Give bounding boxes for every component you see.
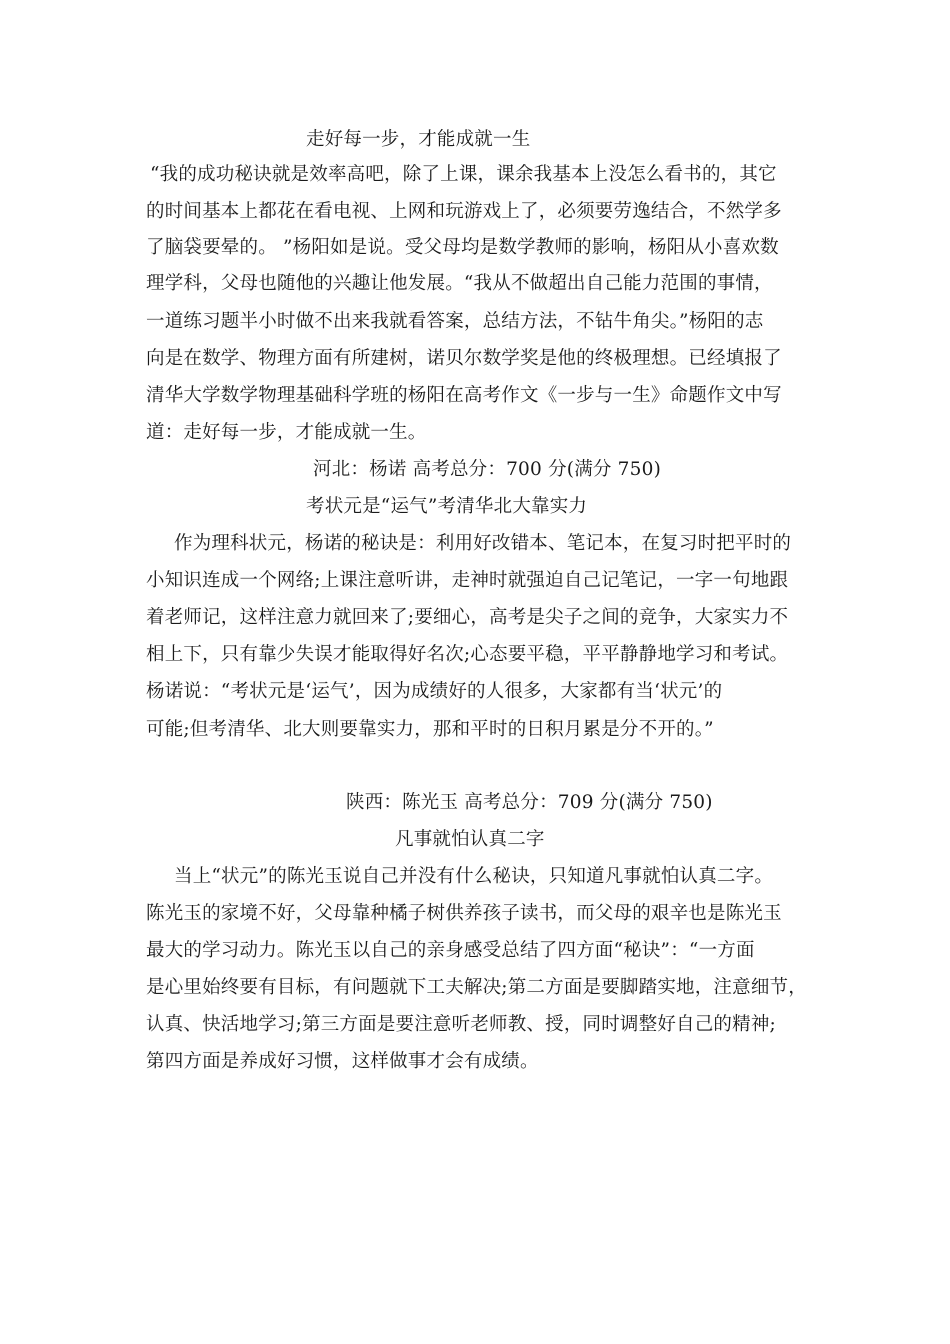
paragraph-line: 是心里始终要有目标，有问题就下工夫解决;第二方面是要脚踏实地，注意细节， (146, 977, 807, 998)
paragraph-line: 可能;但考清华、北大则要靠实力，那和平时的日积月累是分不开的。” (146, 719, 714, 740)
paragraph-line: 着老师记，这样注意力就回来了;要细心，高考是尖子之间的竞争，大家实力不 (146, 607, 789, 628)
paragraph-line: 陈光玉的家境不好，父母靠种橘子树供养孩子读书，而父母的艰辛也是陈光玉 (146, 903, 782, 924)
paragraph-line: 杨诺说：“考状元是‘运气’，因为成绩好的人很多，大家都有当‘状元’的 (146, 681, 723, 702)
section-heading: 河北：杨诺 高考总分：700 分(满分 750) (313, 459, 661, 480)
paragraph-line: 认真、快活地学习;第三方面是要注意听老师教、授，同时调整好自己的精神; (146, 1014, 776, 1035)
section-title: 凡事就怕认真二字 (395, 829, 545, 850)
paragraph-line: 相上下，只有靠少失误才能取得好名次;心态要平稳，平平静静地学习和考试。 (146, 644, 789, 665)
paragraph-line: 最大的学习动力。陈光玉以自己的亲身感受总结了四方面“秘诀”：“一方面 (146, 940, 755, 961)
paragraph-line: 一道练习题半小时做不出来我就看答案，总结方法，不钻牛角尖。”杨阳的志 (146, 311, 764, 332)
paragraph-line: 作为理科状元，杨诺的秘诀是：利用好改错本、笔记本，在复习时把平时的 (174, 533, 792, 554)
paragraph-line: “我的成功秘诀就是效率高吧，除了上课，课余我基本上没怎么看书的，其它 (150, 164, 777, 185)
paragraph-line: 向是在数学、物理方面有所建树，诺贝尔数学奖是他的终极理想。已经填报了 (146, 348, 782, 369)
section-title: 走好每一步，才能成就一生 (306, 129, 531, 150)
paragraph-line: 道：走好每一步，才能成就一生。 (146, 422, 427, 443)
paragraph-line: 第四方面是养成好习惯，这样做事才会有成绩。 (146, 1051, 539, 1072)
paragraph-line: 的时间基本上都花在看电视、上网和玩游戏上了，必须要劳逸结合，不然学多 (146, 201, 782, 222)
paragraph-line: 理学科，父母也随他的兴趣让他发展。“我从不做超出自己能力范围的事情， (146, 273, 773, 294)
section-heading: 陕西：陈光玉 高考总分：709 分(满分 750) (346, 792, 713, 813)
paragraph-line: 当上“状元”的陈光玉说自己并没有什么秘诀，只知道凡事就怕认真二字。 (174, 866, 774, 887)
section-title: 考状元是“运气”考清华北大靠实力 (306, 496, 588, 517)
paragraph-line: 了脑袋要晕的。 ”杨阳如是说。受父母均是数学教师的影响，杨阳从小喜欢数 (146, 237, 779, 258)
paragraph-line: 清华大学数学物理基础科学班的杨阳在高考作文《一步与一生》命题作文中写 (146, 385, 782, 406)
paragraph-line: 小知识连成一个网络;上课注意听讲，走神时就强迫自己记笔记，一字一句地跟 (146, 570, 789, 591)
